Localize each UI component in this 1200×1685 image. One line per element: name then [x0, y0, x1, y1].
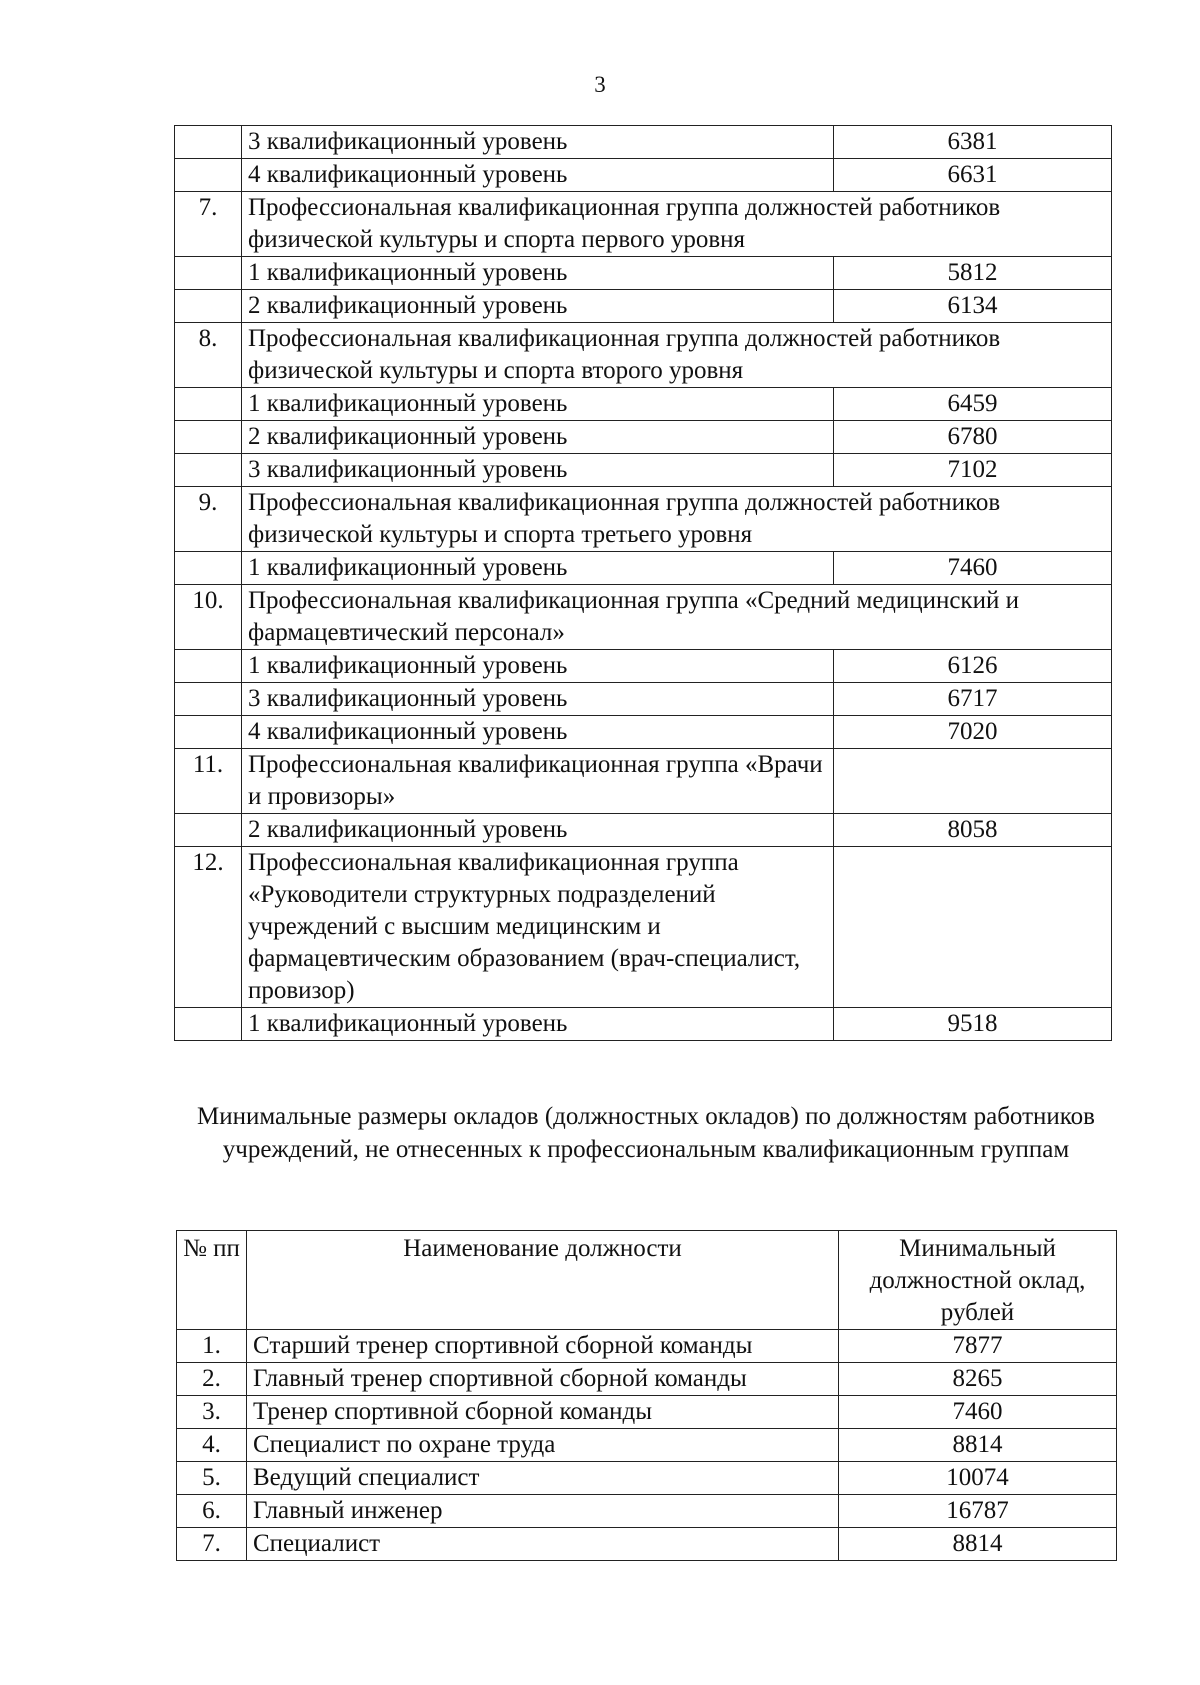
level-row — [175, 388, 1112, 421]
level-row — [175, 814, 1112, 847]
level-label: 1 квалификационный уровень — [242, 257, 834, 290]
salary-value: 8814 — [839, 1429, 1117, 1462]
level-row — [175, 716, 1112, 749]
table-header-row — [177, 1231, 1117, 1330]
salary-value — [834, 847, 1112, 1008]
row-number — [175, 683, 242, 716]
level-row — [175, 552, 1112, 585]
salary-value: 10074 — [839, 1462, 1117, 1495]
row-number — [175, 290, 242, 323]
salary-value: 7877 — [839, 1330, 1117, 1363]
level-label: 3 квалификационный уровень — [242, 126, 834, 159]
row-number: 9. — [175, 487, 242, 552]
table-row — [177, 1429, 1117, 1462]
row-number: 3. — [177, 1396, 247, 1429]
row-number: 2. — [177, 1363, 247, 1396]
row-number — [175, 814, 242, 847]
positions-table — [176, 1230, 1117, 1561]
salary-value: 6381 — [834, 126, 1112, 159]
position-name: Главный тренер спортивной сборной команды — [247, 1363, 839, 1396]
group-title: Профессиональная квалификационная группа должностей работников физической культуры и спорта первого уровня — [242, 192, 1112, 257]
position-name: Специалист по охране труда — [247, 1429, 839, 1462]
table-row — [177, 1495, 1117, 1528]
header-num: № пп — [177, 1231, 247, 1330]
salary-value: 6459 — [834, 388, 1112, 421]
salary-value: 16787 — [839, 1495, 1117, 1528]
level-label: 3 квалификационный уровень — [242, 683, 834, 716]
row-number — [175, 257, 242, 290]
header-salary: Минимальный должностной оклад, рублей — [839, 1231, 1117, 1330]
level-label: 1 квалификационный уровень — [242, 650, 834, 683]
level-label: 3 квалификационный уровень — [242, 454, 834, 487]
row-number: 8. — [175, 323, 242, 388]
row-number: 6. — [177, 1495, 247, 1528]
group-row — [175, 749, 1112, 814]
header-name: Наименование должности — [247, 1231, 839, 1330]
table-row — [177, 1363, 1117, 1396]
row-number: 12. — [175, 847, 242, 1008]
section-title: Минимальные размеры окладов (должностных окладов) по должностям работников учреждений, не отнесенных к профессиональным квалификационным группам — [197, 1103, 1095, 1163]
row-number — [175, 454, 242, 487]
salary-value: 6631 — [834, 159, 1112, 192]
level-label: 2 квалификационный уровень — [242, 814, 834, 847]
row-number: 7. — [177, 1528, 247, 1561]
table-row — [177, 1330, 1117, 1363]
salary-value: 8058 — [834, 814, 1112, 847]
group-title: Профессиональная квалификационная группа должностей работников физической культуры и спорта третьего уровня — [242, 487, 1112, 552]
row-number: 4. — [177, 1429, 247, 1462]
row-number — [175, 126, 242, 159]
table-row — [177, 1396, 1117, 1429]
row-number: 1. — [177, 1330, 247, 1363]
row-number: 10. — [175, 585, 242, 650]
salary-value: 6780 — [834, 421, 1112, 454]
salary-value: 7020 — [834, 716, 1112, 749]
level-row — [175, 683, 1112, 716]
level-row — [175, 454, 1112, 487]
level-row — [175, 290, 1112, 323]
level-row — [175, 1008, 1112, 1041]
position-name: Главный инженер — [247, 1495, 839, 1528]
group-row — [175, 487, 1112, 552]
salary-value: 8814 — [839, 1528, 1117, 1561]
level-label: 4 квалификационный уровень — [242, 716, 834, 749]
level-label: 2 квалификационный уровень — [242, 290, 834, 323]
salary-value: 5812 — [834, 257, 1112, 290]
group-row — [175, 323, 1112, 388]
level-row — [175, 421, 1112, 454]
group-title: Профессиональная квалификационная группа «Руководители структурных подразделений учреждений с высшим медицинским и фармацевтическим образованием (врач-специалист, провизор) — [242, 847, 834, 1008]
level-label: 1 квалификационный уровень — [242, 1008, 834, 1041]
salary-value: 7460 — [834, 552, 1112, 585]
page-number: 3 — [594, 72, 606, 97]
row-number: 7. — [175, 192, 242, 257]
level-row — [175, 159, 1112, 192]
qualification-groups-table — [174, 125, 1112, 1041]
group-row — [175, 847, 1112, 1008]
level-label: 1 квалификационный уровень — [242, 552, 834, 585]
salary-value: 6126 — [834, 650, 1112, 683]
group-title: Профессиональная квалификационная группа «Средний медицинский и фармацевтический персонал» — [242, 585, 1112, 650]
level-row — [175, 650, 1112, 683]
salary-value — [834, 749, 1112, 814]
salary-value: 7460 — [839, 1396, 1117, 1429]
group-row — [175, 192, 1112, 257]
salary-value: 7102 — [834, 454, 1112, 487]
group-row — [175, 585, 1112, 650]
salary-value: 6134 — [834, 290, 1112, 323]
row-number — [175, 159, 242, 192]
level-label: 4 квалификационный уровень — [242, 159, 834, 192]
table-row — [177, 1462, 1117, 1495]
salary-value: 9518 — [834, 1008, 1112, 1041]
row-number — [175, 1008, 242, 1041]
level-row — [175, 257, 1112, 290]
row-number — [175, 388, 242, 421]
group-title: Профессиональная квалификационная группа «Врачи и провизоры» — [242, 749, 834, 814]
position-name: Специалист — [247, 1528, 839, 1561]
position-name: Ведущий специалист — [247, 1462, 839, 1495]
row-number — [175, 552, 242, 585]
salary-value: 8265 — [839, 1363, 1117, 1396]
row-number — [175, 650, 242, 683]
level-row — [175, 126, 1112, 159]
level-label: 2 квалификационный уровень — [242, 421, 834, 454]
table-row — [177, 1528, 1117, 1561]
row-number: 5. — [177, 1462, 247, 1495]
position-name: Старший тренер спортивной сборной команды — [247, 1330, 839, 1363]
position-name: Тренер спортивной сборной команды — [247, 1396, 839, 1429]
group-title: Профессиональная квалификационная группа должностей работников физической культуры и спорта второго уровня — [242, 323, 1112, 388]
row-number — [175, 716, 242, 749]
salary-value: 6717 — [834, 683, 1112, 716]
level-label: 1 квалификационный уровень — [242, 388, 834, 421]
row-number: 11. — [175, 749, 242, 814]
row-number — [175, 421, 242, 454]
